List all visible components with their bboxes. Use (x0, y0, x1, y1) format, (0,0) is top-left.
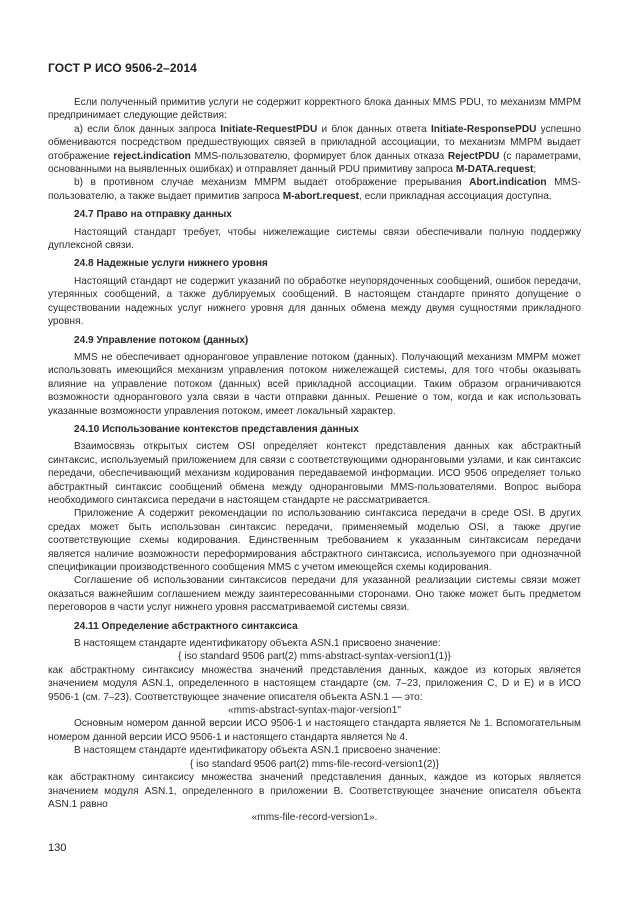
asn1-descriptor: «mms-file-record-version1». (251, 812, 378, 824)
page-body (48, 96, 581, 825)
asn1-object-identifier: { iso standard 9506 part(2) mms-file-record-version1(2)} (189, 758, 440, 770)
standard-header: ГОСТ Р ИСО 9506-2–2014 (48, 61, 197, 75)
list-item-a: а) если блок данных запроса Initiate-RequestPDU и блок данных ответа Initiate-ResponsePDU успешно обмениваются посредством предшествующих связей в прикладной ассоциации, то механизм ММРМ выдает отображение reject.indication MMS-пользователю, формирует блок данных отказа RejectPDU (с параметрами, основанными на выявленных ошибках) и отправляет данный PDU примитиву запроса M-DATA.request; (48, 123, 581, 176)
section-heading-24-10: 24.10 Использование контекстов представления данных (74, 423, 359, 435)
paragraph: Основным номером данной версии ИСО 9506-1 и настоящего стандарта является № 1. Вспомогательным номером данной версии ИСО 9506-1 и настоящего стандарта является № 4. (48, 718, 581, 743)
paragraph: как абстрактному синтаксису множества значений представления данных, каждое из которых является значением модуля ASN.1, определенного в приложении B. Соответствующее значение описателя объекта ASN.1 равно (48, 772, 581, 810)
section-heading-24-8: 24.8 Надежные услуги нижнего уровня (74, 258, 268, 270)
section-heading-24-11: 24.11 Определение абстрактного синтаксиса (74, 620, 298, 632)
paragraph: Соглашение об использовании синтаксисов передачи для указанной реализации системы связи может оказаться важнейшим соглашением между заинтересованными сторонами. Оно также может быть предметом переговоров в части услуг нижнего уровня рассматриваемой системы связи. (48, 575, 581, 614)
paragraph: Настоящий стандарт требует, чтобы нижележащие системы связи обеспечивали полную поддержку дуплексной связи. (48, 226, 581, 252)
paragraph: В настоящем стандарте идентификатору объекта ASN.1 присвоено значение: (74, 638, 441, 650)
paragraph: Приложение А содержит рекомендации по использованию синтаксиса передачи в среде OSI. В других средах может быть использован синтаксис передачи, применяемый моделью OSI, а также другие соответствующие схемы кодирования. Единственным требованием к указанным синтаксисам передачи является наличие возможности переформирования абстрактного синтаксиса, используемого при однозначной спецификации производственного сообщения MMS с учетом имеющейся схемы кодирования. (48, 508, 581, 573)
paragraph: В настоящем стандарте идентификатору объекта ASN.1 присвоено значение: (74, 745, 441, 757)
page-number: 130 (48, 842, 67, 854)
section-heading-24-9: 24.9 Управление потоком (данных) (74, 334, 249, 346)
paragraph: MMS не обеспечивает одноранговое управление потоком (данных). Получающий механизм ММРМ может использовать имеющийся механизм управления потоком нижележащей системы, для того чтобы оказывать влияние на управление потоком (данных) всей прикладной ассоциации. Таким образом ограничиваются возможности однорангового узла связи в части отправки данных. Решение о том, когда и как использовать указанные возможности управления потоком, имеет локальный характер. (48, 351, 581, 417)
paragraph: Если полученный примитив услуги не содержит корректного блока данных MMS PDU, то механизм ММРМ предпринимает следующие действия: (48, 97, 581, 122)
asn1-descriptor: «mms-abstract-syntax-major-version1" (228, 705, 401, 717)
paragraph: как абстрактному синтаксису множества значений представления данных, каждое из которых является значением модуля ASN.1, определенного в настоящем стандарте (см. 7–23, приложения C, D и E) и в ИСО 9506-1 (см. 7–23). Соответствующее значение описателя объекта ASN.1 — это: (48, 664, 581, 703)
asn1-object-identifier: { iso standard 9506 part(2) mms-abstract-syntax-version1(1)} (178, 651, 451, 663)
paragraph: Взаимосвязь открытых систем OSI определяет контекст представления данных как абстрактный синтаксис, используемый приложением для связи с соответствующими одноранговыми узлами, и как синтаксис передачи, обеспечивающий механизм кодирования передаваемой информации. ИСО 9506 определяет только абстрактный синтаксис сообщений обмена между одноранговыми MMS-пользователями. Вопрос выбора необходимого синтаксиса передачи в настоящем стандарте не рассматривается. (48, 441, 581, 506)
section-heading-24-7: 24.7 Право на отправку данных (74, 209, 232, 221)
paragraph: Настоящий стандарт не содержит указаний по обработке неупорядоченных сообщений, ошибок передачи, утерянных сообщений, а также дублируемых сообщений. В настоящем стандарте принято допущение о существовании надежных услуг нижнего уровня для данных обмена между двумя сущностями прикладного уровня. (48, 275, 581, 328)
list-item-b: b) в противном случае механизм ММРМ выдает отображение прерывания Abort.indication MMS-пользователю, а также выдает примитив запроса M-abort.request, если прикладная ассоциация доступна. (48, 177, 581, 202)
